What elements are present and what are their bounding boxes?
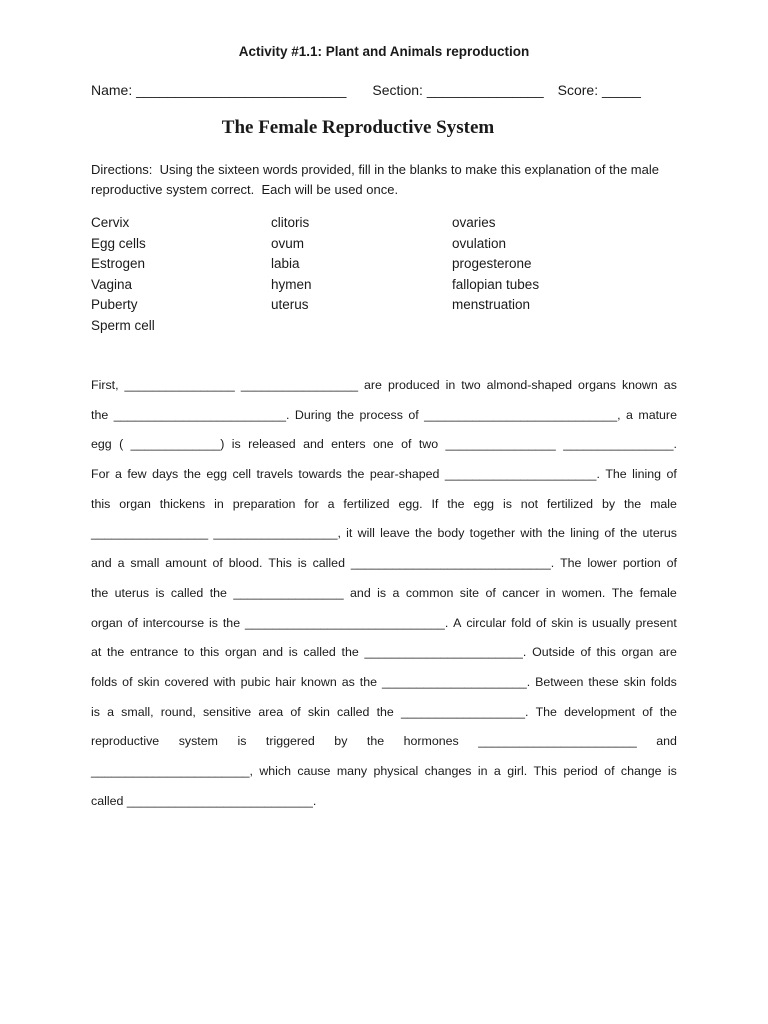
passage-word: the (447, 496, 465, 511)
passage-word: portion (622, 556, 661, 571)
passage-word: these (588, 674, 619, 689)
passage-word: few (127, 467, 147, 482)
passage-word: known (300, 674, 337, 689)
passage-word: intercourse (142, 615, 205, 630)
passage-word: a (107, 704, 115, 719)
passage-word: the (91, 585, 109, 600)
passage-line (91, 790, 677, 820)
word-bank-item: Egg cells (91, 235, 146, 251)
passage-word: the (620, 526, 638, 541)
passage-word: called (337, 704, 370, 719)
passage-word: folds (91, 674, 118, 689)
passage-word: preparation (232, 496, 296, 511)
passage-word: as (663, 378, 677, 392)
answer-blank: ________________ (233, 585, 344, 600)
passage-word: mature (638, 407, 677, 422)
name-field: Name: ___________________________ (91, 82, 347, 98)
passage-word: The (560, 556, 582, 571)
passage-word: of (290, 704, 301, 719)
passage-word: the (222, 615, 241, 630)
word-bank-item: labia (271, 256, 300, 271)
passage-word: small (130, 556, 160, 571)
passage-word: covered (164, 674, 209, 689)
passage-line (91, 582, 677, 612)
passage-word: is (667, 763, 677, 778)
passage-word: folds (650, 674, 677, 689)
passage-word: enters (331, 437, 366, 452)
passage-word: the (376, 704, 394, 719)
passage-word: the (107, 645, 125, 660)
passage-word: of (401, 437, 412, 452)
passage-word: egg (91, 437, 112, 452)
answer-blank: ____________________________, (424, 407, 621, 422)
passage-word: The (605, 467, 627, 482)
word-bank-item: progesterone (452, 256, 532, 271)
passage-word: skin (551, 615, 574, 630)
answer-blank: _________________________. (113, 407, 290, 422)
passage-line (91, 433, 677, 463)
passage-word: If (431, 496, 439, 511)
passage-word: of (666, 467, 677, 482)
passage-word: by (601, 496, 616, 511)
section-field: Section: _______________ (372, 82, 544, 98)
passage-line (91, 493, 677, 523)
passage-word: is (231, 437, 241, 452)
passage-word: organs (578, 378, 616, 392)
fill-in-passage (91, 374, 677, 819)
passage-word: sensitive (202, 704, 252, 719)
passage-word: women. (561, 585, 606, 600)
passage-word: present (635, 615, 677, 630)
passage-word: days (152, 467, 179, 482)
passage-line (91, 760, 677, 790)
passage-word: a (115, 467, 122, 482)
passage-word: leave (380, 526, 410, 541)
passage-text: called ___________________________. (91, 793, 317, 808)
passage-word: This (268, 556, 292, 571)
passage-word: ( (119, 437, 124, 452)
passage-word: the (366, 734, 385, 749)
passage-word: egg (473, 496, 495, 511)
passage-word: A (453, 615, 462, 630)
passage-word: of (604, 526, 615, 541)
passage-word: of (642, 704, 653, 719)
passage-word: uterus (114, 585, 150, 600)
passage-word: is (377, 585, 387, 600)
passage-word: For (91, 467, 110, 482)
word-bank-item: hymen (271, 276, 312, 292)
passage-word: organ (119, 496, 151, 511)
answer-blank: ________________ (124, 378, 235, 392)
passage-word: fertilized (546, 496, 594, 511)
answer-blank: _____________________________. (244, 615, 449, 630)
passage-word: hair (275, 674, 296, 689)
passage-word: system (178, 734, 218, 749)
passage-word: egg (206, 467, 228, 482)
word-bank-item: Estrogen (91, 256, 146, 271)
word-bank-item: Cervix (91, 215, 130, 230)
passage-word: two (461, 378, 481, 392)
word-bank-column-3 (452, 213, 539, 316)
passage-word: and (656, 734, 677, 749)
student-info-line (91, 82, 641, 98)
passage-word: uterus (642, 526, 677, 541)
passage-word: the (415, 526, 433, 541)
answer-blank: _________________ (91, 526, 209, 541)
passage-word: in (477, 763, 488, 778)
passage-word: cancer (502, 585, 540, 600)
passage-word: usually (592, 615, 631, 630)
passage-word: female (639, 585, 677, 600)
passage-word: the (659, 704, 677, 719)
passage-word: change (620, 763, 662, 778)
passage-word: many (336, 763, 368, 778)
passage-word: one (373, 437, 394, 452)
passage-line (91, 641, 677, 671)
passage-word: blood. (228, 556, 263, 571)
passage-word: for (304, 496, 319, 511)
answer-blank: _______________________. (364, 645, 527, 660)
passage-line (91, 404, 677, 434)
passage-word: male (650, 496, 677, 511)
passage-word: travels (256, 467, 293, 482)
passage-word: girl. (507, 763, 528, 778)
passage-word: circular (466, 615, 507, 630)
passage-word: development (564, 704, 636, 719)
passage-word: with (520, 526, 543, 541)
passage-word: and (91, 556, 112, 571)
passage-word: process (359, 407, 403, 422)
passage-word: triggered (265, 734, 315, 749)
passage-word: to (183, 645, 195, 660)
passage-word: skin (137, 674, 160, 689)
passage-word: cause (297, 763, 331, 778)
passage-word: of (580, 645, 591, 660)
passage-word: round, (160, 704, 196, 719)
passage-word: a (392, 585, 400, 600)
passage-word: reproductive (91, 734, 160, 749)
passage-word: of (127, 615, 138, 630)
answer-blank: ______________________. (444, 467, 600, 482)
passage-word: released (248, 437, 296, 452)
score-field: Score: _____ (557, 82, 641, 98)
passage-word: of (122, 674, 133, 689)
passage-word: the (547, 526, 565, 541)
passage-word: towards (298, 467, 342, 482)
passage-word: is (155, 585, 165, 600)
passage-word: it (346, 526, 353, 541)
passage-word: in (214, 496, 224, 511)
answer-blank: ________________ (445, 437, 556, 452)
passage-word: lining (570, 526, 600, 541)
passage-word: skin (623, 674, 646, 689)
passage-word: pear-shaped (369, 467, 440, 482)
activity-title: Activity #1.1: Plant and Animals reproduction (238, 44, 530, 59)
answer-blank: _____________________________. (350, 556, 555, 571)
passage-word: the (341, 645, 359, 660)
passage-word: organ (91, 615, 123, 630)
passage-word: First, (91, 378, 119, 392)
word-bank-column-1 (91, 213, 155, 336)
passage-word: area (258, 704, 284, 719)
passage-word: The (535, 704, 557, 719)
word-bank-item: Vagina (91, 276, 133, 292)
passage-word: not (520, 496, 539, 511)
passage-word: produced (387, 378, 440, 392)
passage-word: known (621, 378, 658, 392)
answer-blank: ________________. (563, 437, 677, 452)
passage-word: site (459, 585, 480, 600)
passage-word: and (303, 437, 324, 452)
passage-word: changes (424, 763, 472, 778)
passage-word: a (626, 407, 633, 422)
passage-word: pubic (240, 674, 271, 689)
word-bank-item: ovaries (452, 215, 496, 230)
word-bank-item: ovum (271, 235, 305, 251)
word-bank-column-2 (271, 213, 312, 316)
directions (91, 160, 691, 200)
page-title: The Female Reproductive System (221, 117, 495, 138)
passage-line (91, 730, 677, 760)
passage-word: cell (232, 467, 252, 482)
passage-word: period (563, 763, 598, 778)
answer-blank: __________________. (400, 704, 529, 719)
passage-word: amount (165, 556, 207, 571)
passage-word: the (347, 467, 365, 482)
passage-word: a (493, 763, 501, 778)
passage-word: called (170, 585, 204, 600)
passage-word: a (327, 496, 335, 511)
passage-word: common (405, 585, 454, 600)
passage-line (91, 374, 677, 404)
passage-word: the (359, 674, 378, 689)
passage-line (91, 552, 677, 582)
passage-word: the (209, 585, 227, 600)
passage-word: organ (224, 645, 257, 660)
passage-word: of (536, 615, 547, 630)
answer-blank: _______________________, (91, 763, 253, 778)
passage-word: this (91, 496, 111, 511)
directions-line: reproductive system correct. Each will be used once. (91, 182, 399, 197)
passage-word: lining (632, 467, 662, 482)
passage-word: is (297, 556, 307, 571)
passage-line (91, 463, 677, 493)
word-bank-item: menstruation (452, 297, 531, 312)
word-bank-item: clitoris (271, 215, 310, 230)
passage-word: hormones (403, 734, 459, 749)
word-bank-item: uterus (271, 297, 309, 312)
passage-word: of (485, 585, 496, 600)
passage-word: are (658, 645, 677, 660)
passage-word: are (364, 378, 382, 392)
passage-word: is (209, 615, 218, 630)
passage-word: is (502, 496, 512, 511)
answer-blank: _______________________ (478, 734, 637, 749)
word-bank-item: Puberty (91, 297, 138, 312)
passage-word: together (469, 526, 516, 541)
passage-word: the (336, 407, 355, 422)
word-bank (91, 213, 691, 343)
passage-word: body (437, 526, 465, 541)
passage-word: with (213, 674, 236, 689)
passage-word: egg. (398, 496, 423, 511)
passage-word: of (408, 407, 419, 422)
passage-word: in (545, 585, 556, 600)
passage-word: of (666, 556, 677, 571)
passage-word: in (445, 378, 456, 392)
passage-word: skin (307, 704, 330, 719)
passage-word: the (91, 407, 109, 422)
passage-word: entrance (129, 645, 179, 660)
passage-word: During (294, 407, 332, 422)
word-bank-item: ovulation (452, 235, 507, 251)
answer-blank: _____________) (130, 437, 225, 452)
passage-word: called (303, 645, 336, 660)
passage-word: The (611, 585, 634, 600)
passage-word: small, (121, 704, 154, 719)
answer-blank: _________________ (240, 378, 358, 392)
passage-word: is (91, 704, 100, 719)
passage-word: almond-shaped (486, 378, 573, 392)
passage-word: of (604, 763, 615, 778)
passage-word: lower (587, 556, 617, 571)
directions-line: Directions: Using the sixteen words provided, fill in the blanks to make this explanation of the male (91, 162, 659, 177)
passage-word: Outside (532, 645, 575, 660)
word-bank-item: Sperm cell (91, 317, 155, 333)
passage-word: is (578, 615, 588, 630)
passage-word: the (623, 496, 642, 511)
passage-word: at (91, 645, 102, 660)
passage-word: Between (535, 674, 584, 689)
passage-line (91, 522, 677, 552)
passage-word: and (350, 585, 371, 600)
answer-blank: _____________________. (382, 674, 531, 689)
answer-blank: __________________, (213, 526, 341, 541)
passage-word: and (262, 645, 284, 660)
passage-word: physical (373, 763, 419, 778)
passage-word: as (341, 674, 355, 689)
passage-word: the (183, 467, 201, 482)
passage-word: fold (511, 615, 532, 630)
passage-word: will (357, 526, 375, 541)
passage-line (91, 612, 677, 642)
passage-line (91, 701, 677, 731)
passage-word: this (199, 645, 220, 660)
passage-word: which (259, 763, 291, 778)
passage-word: This (533, 763, 557, 778)
passage-word: called (312, 556, 345, 571)
passage-line (91, 671, 677, 701)
passage-word: by (334, 734, 348, 749)
word-bank-item: fallopian tubes (452, 276, 540, 292)
passage-word: a (117, 556, 125, 571)
passage-word: thickens (159, 496, 206, 511)
passage-word: organ (621, 645, 654, 660)
passage-word: this (596, 645, 616, 660)
passage-word: fertilized (343, 496, 390, 511)
passage-word: of (212, 556, 223, 571)
passage-word: is (237, 734, 247, 749)
passage-word: is (288, 645, 298, 660)
passage-word: two (418, 437, 439, 452)
